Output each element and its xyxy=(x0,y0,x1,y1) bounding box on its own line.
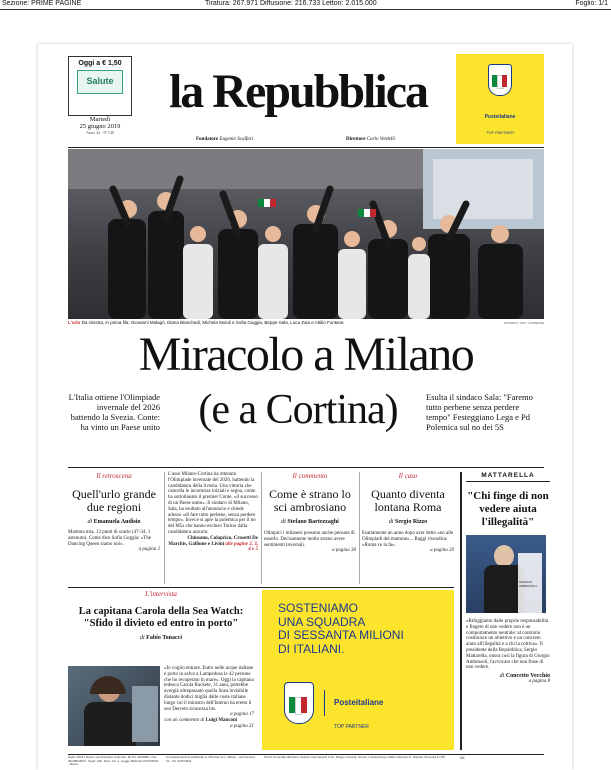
commento-kicker: Il commento xyxy=(292,472,328,480)
center-ref: alle pagine 2, 3, 4 e 5 xyxy=(225,541,258,553)
intervista-extra: con un commento di Luigi Manconi xyxy=(164,718,238,724)
retroscena-body: Mamma mia, 13 punti di scarto (47-34, 1 astenuto). Come dice Sofia Goggia: «The Dancing Queen siamo noi». xyxy=(68,530,152,547)
lower-rule xyxy=(68,587,454,588)
col-caso xyxy=(362,472,454,584)
main-summary-left: L'Italia ottiene l'Olimpiade invernale del 2026 battendo la Svezia. Conte: ha vinto un Paese unito xyxy=(68,392,160,432)
retroscena-ref: a pagina 2 xyxy=(138,547,160,553)
director-label: Direttore xyxy=(346,137,366,142)
italia-team-logo xyxy=(488,64,512,96)
col-divider xyxy=(164,472,165,584)
center-authors: Chiusano, Colaprico, Crosetti De Marchis, Gallione e Livini alle pagine 2, 3, 4 e 5 xyxy=(168,535,258,553)
date-full: 25 giugno 2019 xyxy=(79,123,121,130)
founder-name: Eugenio Scalfari xyxy=(219,137,254,142)
col-retroscena xyxy=(68,472,160,584)
caso-ref: a pagina 20 xyxy=(430,548,454,554)
footer-col-2: Concessionaria di pubblicità: A. Manzoni & C. Milano - via Nervesa, 21 - Tel. 02/574941 xyxy=(166,755,256,763)
commento-author: Stefano Bartezzaghi xyxy=(287,519,339,525)
caso-body: Esattamente un anno dopo aver detto «no alle Olimpiadi del mattone»... Raggi rivendica: «Roma ce la fa». xyxy=(362,531,454,548)
commento-ref: a pagina 30 xyxy=(332,548,356,554)
main-headline: Miracolo a Milano xyxy=(138,328,474,381)
center-body: L'asse Milano-Cortina ha ottenuto l'Olimpiade invernale del 2026, battendo la candidatura della Svezia. Una vittoria che cancella le incertezze iniziali e segna, come ha sottolineato il premier Conte, «il successo di un Paese unito». Il sindaco di Milano, Sala, ha esultato all'annuncio e chiede adesso «di fare tutto perbene, senza perdere tempo». Invece si apre la polemica per il no del M5s che hanno escluso Torino dalla candidatura azzurra. xyxy=(168,472,258,535)
issue-number: Anno 44 - N°148 xyxy=(86,130,114,135)
director-name: Carlo Verdelli xyxy=(366,137,396,142)
ad-slogan: SOSTENIAMO UNA SQUADRA DI SESSANTA MILIONI DI ITALIANI. xyxy=(278,601,404,656)
poste-tag-bottom: TOP PARTNER xyxy=(334,724,369,730)
mattarella-quote: "Chi finge di non vedere aiuta l'illegalità" xyxy=(467,490,549,528)
main-photo xyxy=(68,149,544,319)
intervista-byline: di Fabio Tonacci xyxy=(139,635,182,641)
poste-tag-top: TOP PARTNER xyxy=(486,130,514,135)
newspaper-front-page xyxy=(38,44,572,770)
retroscena-author: Emanuela Audisio xyxy=(93,519,141,525)
section-label: Sezione: PRIME PAGINE xyxy=(2,0,82,7)
intervista-ref2: a pagina 31 xyxy=(230,723,254,729)
commento-headline: Come è strano lo sci ambrosiano xyxy=(269,487,351,514)
mattarella-box xyxy=(460,472,550,750)
ad-divider xyxy=(324,690,325,716)
founder-label: Fondatore xyxy=(196,137,219,142)
caption-lead: L'urlo xyxy=(68,320,81,325)
founder-line xyxy=(196,137,253,143)
issue-date xyxy=(68,116,132,135)
intervista-kicker: L'intervista xyxy=(145,590,177,598)
col-divider xyxy=(359,472,360,584)
intervista-photo xyxy=(68,666,160,746)
mattarella-label: MATTARELLA xyxy=(466,472,550,482)
main-summary-right: Esulta il sindaco Sala: "Faremo tutto perbene senza perdere tempo" Festeggiano Lega e Pd Polemica sul no dei 5S xyxy=(426,392,533,432)
caso-author: Sergio Rizzo xyxy=(395,519,428,525)
price-label: Oggi a € 1,50 xyxy=(78,60,122,67)
footer-page-number: NZ xyxy=(460,756,465,760)
mattarella-author: Concetto Vecchio xyxy=(505,673,550,680)
footer-col-3: Prezzi di vendita all'estero: Austria, Germania € 2,20 - Belgio, Francia, Grecia, Lussemburgo, Malta, Monaco P., Olanda, Slovenia € 2,50 xyxy=(264,755,445,759)
photo-credit: RUSSKIN / AFP / LAPRESSE xyxy=(504,321,544,325)
supplement-badge xyxy=(77,70,123,94)
mattarella-photo-sign: GIORGIO AMBROSOLI xyxy=(519,580,537,588)
italia-team-logo xyxy=(284,682,314,724)
intervista-body: «Io voglio entrare. Entro nelle acque italiane e porto in salvo a Lampedusa le 42 persone che ho recuperato in mare». Oggi la capitana tedesca Carola Rackete, 31 anni, potrebbe avergià oltrepassato quella linea invisibile distante dodici miglia dalle coste italiane lungo cui il ministro dell'Interno ha eretto il suo Decreto sicurezza bis. xyxy=(164,666,254,712)
director-line xyxy=(346,137,395,143)
retroscena-byline: di Emanuela Audisio xyxy=(87,519,141,525)
masthead-rule xyxy=(68,147,544,148)
intervista-headline: La capitana Carola della Sea Watch: "Sfido il divieto ed entro in porto" xyxy=(78,606,244,629)
caso-kicker: Il caso xyxy=(398,472,418,480)
caso-byline: di Sergio Rizzo xyxy=(388,519,428,525)
commento-byline: di Stefano Bartezzaghi xyxy=(281,519,339,525)
mattarella-byline: di Concetto Vecchio xyxy=(499,673,550,680)
date-day: Martedì xyxy=(89,116,111,123)
mattarella-body: «Rifuggiamo dalle proprie responsabilità e fingere di non vedere non è un comportamento neutrale: al contrario costituisce un obiettivo e un concreto aiuto all'illegalità e a chi la coltiva». Il presidente della Repubblica, Sergio Mattarella, onora così la figura di Giorgio Ambrosoli, l'avvocato che non finse di non vedere. xyxy=(466,619,550,671)
celebration-scene xyxy=(68,149,544,319)
sheet-label: Foglio: 1/1 xyxy=(575,0,608,7)
mattarella-photo xyxy=(466,535,546,613)
poste-brand-bottom: Posteitaliane xyxy=(334,698,384,707)
caso-headline: Quanto diventa lontana Roma xyxy=(371,487,445,514)
print-run-label: Tiratura: 267.971 Diffusione: 216.733 Lettori: 2.015.000 xyxy=(205,0,377,7)
intervista-extra-author: Luigi Manconi xyxy=(205,718,238,724)
footer-col-1: Sede: 00147 Roma, via Cristoforo Colombo, 90 Tel. 06/49821, Fax 06/49823923 - Sped. Abb. Post., Art. 1, Legge 46/04 del 27/02/2004 - Roma xyxy=(68,755,159,767)
intervista-author: Fabio Tonacci xyxy=(146,635,182,641)
poste-ad-bottom xyxy=(262,590,454,750)
supplement-title: Salute xyxy=(86,76,114,86)
main-headline-second: (e a Cortina) xyxy=(198,387,398,433)
intervista-ref1: a pagina 17 xyxy=(230,712,254,718)
commento-body: Olimpici i milanesi possono anche pensare di esserlo. Decisamente molto strano avere sentimenti invernali. xyxy=(264,531,355,548)
poste-ad-top xyxy=(456,54,544,144)
col-commento xyxy=(264,472,356,584)
col-center-article xyxy=(168,472,258,584)
intervista-article xyxy=(68,590,254,750)
retroscena-headline: Quell'urlo grande due regioni xyxy=(72,487,156,514)
section-rule xyxy=(68,467,544,468)
col-divider xyxy=(261,472,262,584)
retroscena-kicker: Il retroscena xyxy=(96,472,132,480)
press-review-bar xyxy=(0,0,611,10)
masthead-title: la Repubblica xyxy=(168,65,428,118)
poste-brand-top: Posteitaliane xyxy=(484,114,516,120)
mattarella-ref: a pagina 8 xyxy=(528,679,550,685)
caption-text: Da sinistra, in prima fila: Giovanni Malagò, Diana Bianchedi, Michela Moioli e Sofia Goggia, Beppe Sala, Luca Zaia e Attilio Fontana xyxy=(81,320,344,325)
price-ear xyxy=(68,56,132,116)
